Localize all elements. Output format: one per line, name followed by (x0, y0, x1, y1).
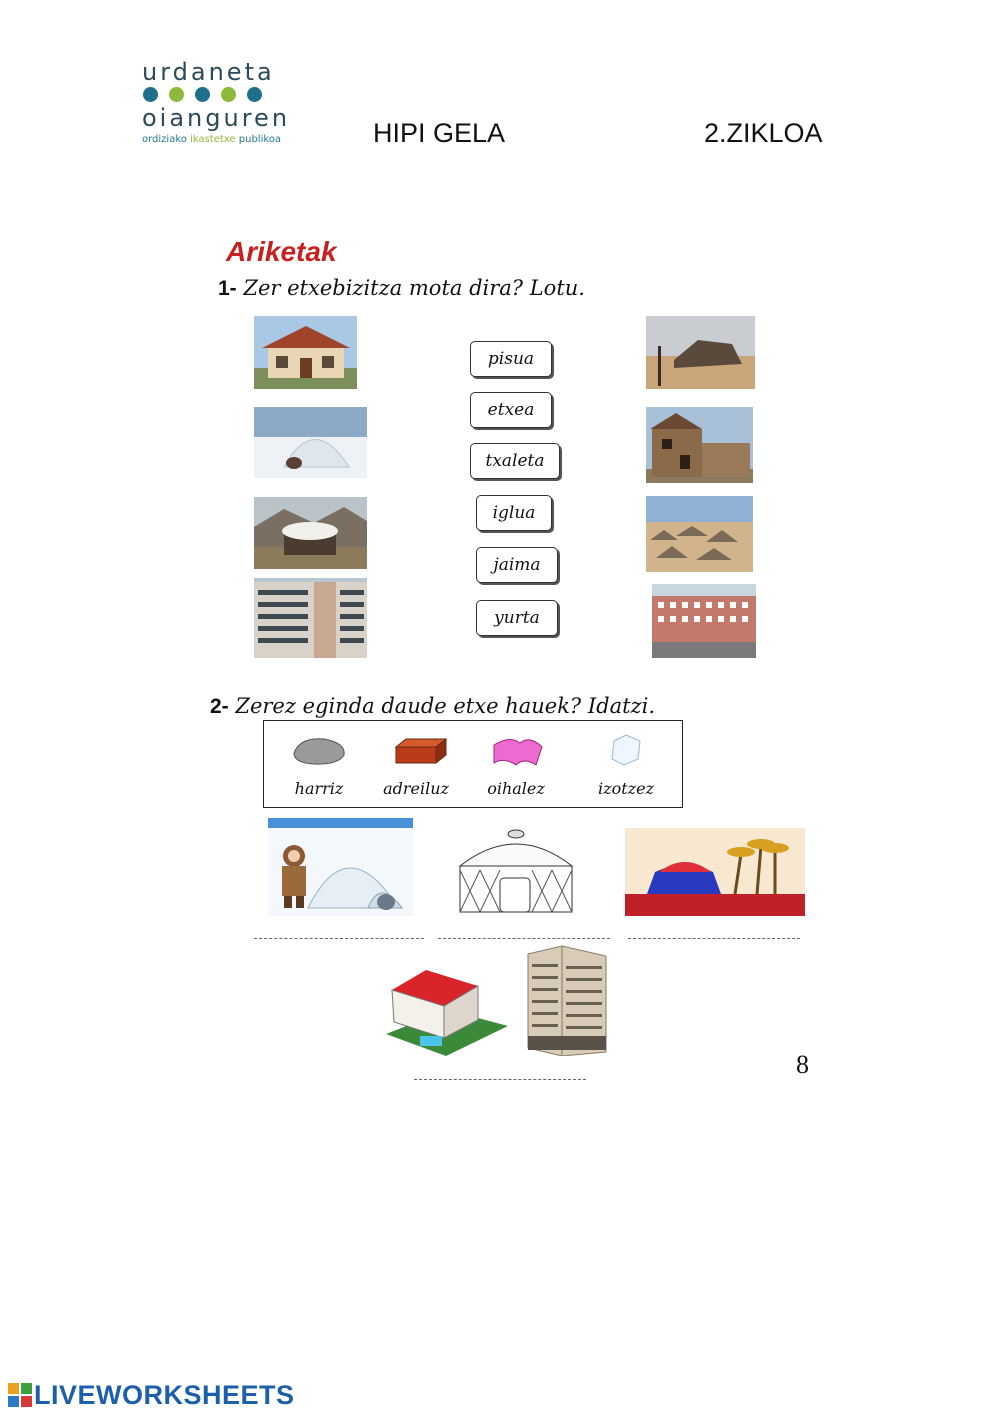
materials-box (263, 720, 683, 808)
photo-house (254, 316, 357, 389)
stone-icon (290, 735, 348, 767)
material-label-brick: adreiluz (383, 779, 449, 798)
header-class-title: HIPI GELA (373, 118, 506, 148)
answer-line-yurt[interactable] (438, 938, 610, 939)
word-card-txaleta[interactable]: txaleta (470, 443, 560, 479)
material-label-ice: izotzez (598, 779, 654, 798)
word-card-yurta[interactable]: yurta (476, 600, 558, 636)
word-card-etxea[interactable]: etxea (470, 392, 552, 428)
drawing-chalet (382, 964, 512, 1058)
question-2-number: 2- (210, 695, 229, 718)
question-2 (210, 694, 655, 719)
word-card-jaima[interactable]: jaima (476, 547, 558, 583)
answer-line-igloo[interactable] (254, 938, 424, 939)
logo-sub-b: ikastetxe (190, 134, 236, 145)
fabric-icon (490, 733, 546, 769)
logo-text-oianguren: oianguren (142, 104, 291, 132)
photo-apartment-street (652, 584, 756, 658)
question-1 (218, 276, 585, 301)
photo-stone-house (646, 407, 753, 483)
photo-yurt (254, 497, 367, 569)
word-card-pisua[interactable]: pisua (470, 341, 552, 377)
question-1-text: Zer etxebizitza mota dira? Lotu. (243, 276, 585, 300)
drawing-desert-tent (625, 828, 805, 916)
logo-dot (247, 87, 262, 102)
answer-line-houses[interactable] (414, 1079, 586, 1080)
logo-sub-c: publikoa (238, 134, 282, 145)
photo-desert-tent (646, 316, 755, 389)
logo-subtitle (142, 134, 281, 145)
logo-dot (195, 87, 210, 102)
worksheet-title: Ariketak (226, 236, 337, 267)
logo-text-urdaneta: urdaneta (142, 58, 275, 86)
photo-igloo (254, 407, 367, 478)
page-number: 8 (796, 1050, 809, 1079)
material-label-fabric: oihalez (487, 779, 545, 798)
question-2-text: Zerez eginda daude etxe hauek? Idatzi. (235, 694, 656, 718)
ice-icon (608, 733, 642, 767)
word-card-iglua[interactable]: iglua (476, 495, 552, 531)
brick-icon (394, 737, 448, 765)
answer-line-tent[interactable] (628, 938, 800, 939)
liveworksheets-brand[interactable]: LIVEWORKSHEETS (34, 1380, 295, 1410)
drawing-yurt (440, 826, 592, 918)
liveworksheets-logo-icon (8, 1383, 32, 1407)
logo-dots (143, 87, 262, 102)
photo-tent-camp (646, 496, 753, 572)
header-cycle-title: 2.ZIKLOA (704, 118, 823, 148)
logo-dot (143, 87, 158, 102)
material-label-stone: harriz (294, 779, 344, 798)
logo-sub-a: ordiziako (142, 134, 187, 145)
logo-dot (221, 87, 236, 102)
logo-dot (169, 87, 184, 102)
question-1-number: 1- (218, 277, 237, 300)
photo-apartment-block (254, 578, 367, 658)
drawing-tower-block (522, 944, 609, 1056)
drawing-igloo-eskimo (268, 818, 413, 916)
